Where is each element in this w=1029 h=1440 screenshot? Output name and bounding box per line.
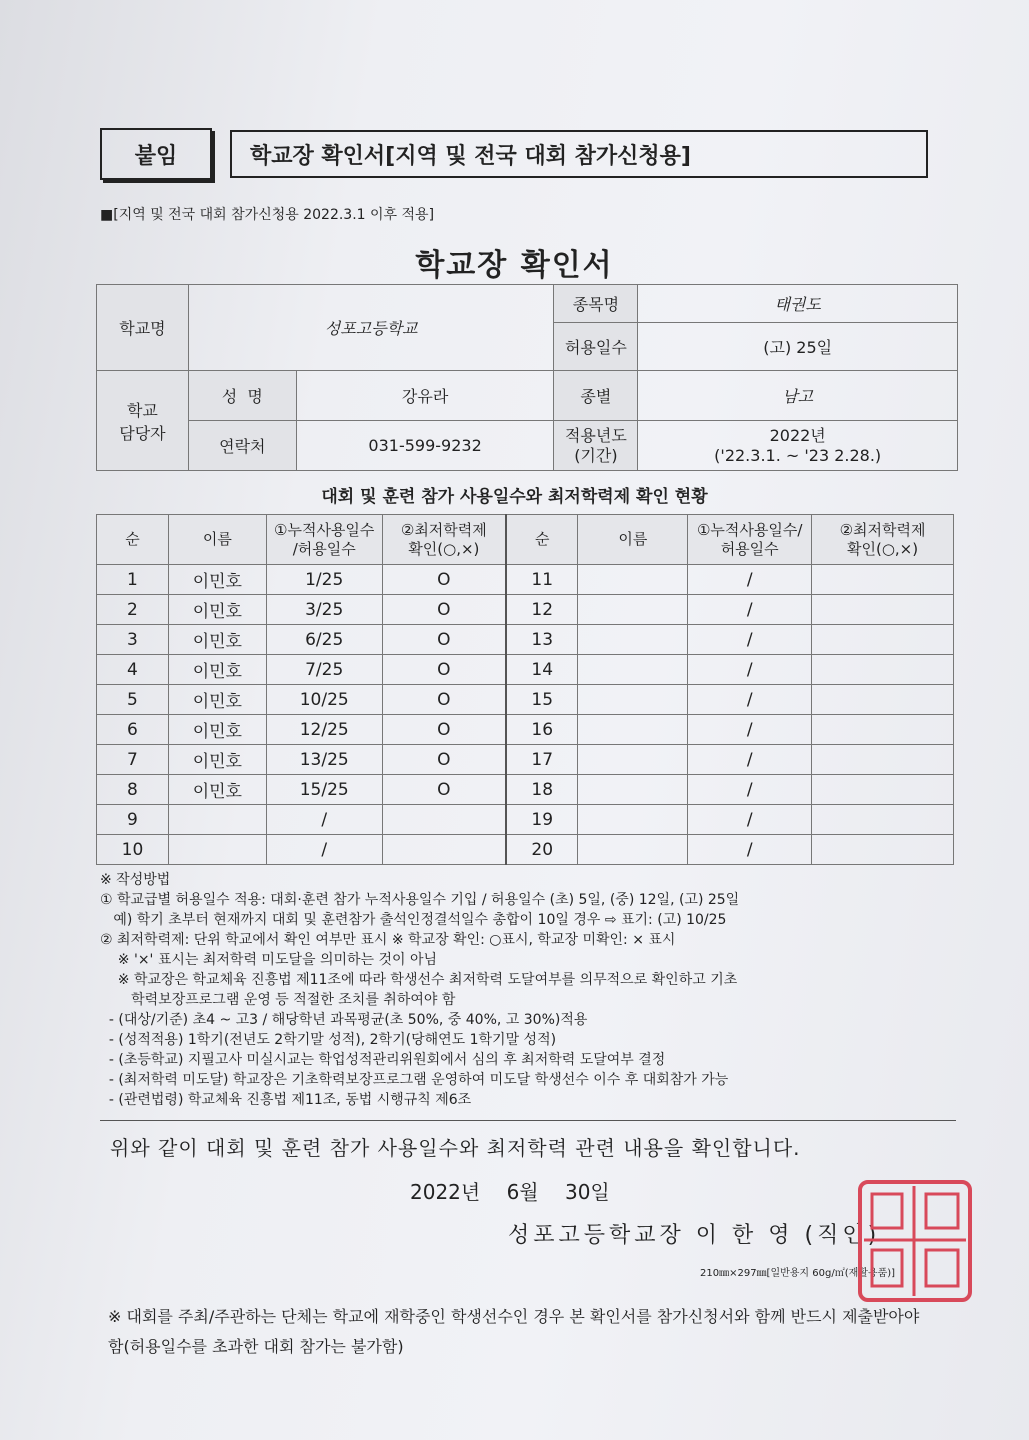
name-cell-right <box>578 715 688 745</box>
info-table <box>96 284 958 471</box>
table-row <box>97 745 954 775</box>
table-row <box>97 625 954 655</box>
name-cell: 이민호 <box>168 655 266 685</box>
order-cell-right: 18 <box>506 775 578 805</box>
usage-cell: 7/25 <box>266 655 382 685</box>
method-line: ※ '×' 표시는 최저학력 미도달을 의미하는 것이 아님 <box>100 952 438 968</box>
table-row <box>97 655 954 685</box>
name-cell-right <box>578 745 688 775</box>
box-title: 학교장 확인서[지역 및 전국 대회 참가신청용] <box>230 130 928 178</box>
name-cell: 이민호 <box>168 745 266 775</box>
name-cell: 이민호 <box>168 565 266 595</box>
usage-cell-right: / <box>688 715 812 745</box>
allowed-days-value: (고) 25일 <box>638 323 958 371</box>
name-cell <box>168 835 266 865</box>
gender-label: 종별 <box>554 371 638 421</box>
check-cell: O <box>382 565 506 595</box>
name-value: 강유라 <box>296 371 554 421</box>
name-cell: 이민호 <box>168 775 266 805</box>
table-row <box>97 565 954 595</box>
col-check-right: ②최저학력제 확인(○,×) <box>812 515 954 565</box>
name-cell: 이민호 <box>168 685 266 715</box>
order-cell-right: 17 <box>506 745 578 775</box>
check-cell: O <box>382 715 506 745</box>
check-cell-right <box>812 655 954 685</box>
check-cell: O <box>382 745 506 775</box>
usage-cell-right: / <box>688 775 812 805</box>
method-line: - (관련법령) 학교체육 진흥법 제11조, 동법 시행규칙 제6조 <box>100 1092 472 1108</box>
check-cell: O <box>382 775 506 805</box>
check-cell-right <box>812 835 954 865</box>
check-cell <box>382 805 506 835</box>
table-row <box>97 685 954 715</box>
attachment-label: 붙임 <box>100 128 212 180</box>
school-value: 성포고등학교 <box>188 285 554 371</box>
school-label: 학교명 <box>97 285 189 371</box>
order-cell-right: 13 <box>506 625 578 655</box>
method-line: - (대상/기준) 초4 ~ 고3 / 해당학년 과목평균(초 50%, 중 40%, 고 30%)적용 <box>100 1012 588 1028</box>
status-rows <box>97 565 954 865</box>
method-line: ② 최저학력제: 단위 학교에서 확인 여부만 표시 ※ 학교장 확인: ○표시, 학교장 미확인: × 표시 <box>100 932 676 948</box>
name-cell: 이민호 <box>168 715 266 745</box>
check-cell-right <box>812 805 954 835</box>
name-cell-right <box>578 685 688 715</box>
usage-cell-right: / <box>688 595 812 625</box>
method-line: - (최저학력 미도달) 학교장은 기초학력보장프로그램 운영하여 미도달 학생선수 이수 후 대회참가 가능 <box>100 1072 729 1088</box>
col-order: 순 <box>97 515 169 565</box>
status-title: 대회 및 훈련 참가 사용일수와 최저학력제 확인 현황 <box>321 487 708 507</box>
order-cell-right: 11 <box>506 565 578 595</box>
issue-date: 2022년 6월 30일 <box>410 1180 610 1204</box>
name-cell <box>168 805 266 835</box>
name-cell-right <box>578 565 688 595</box>
principal-signature: 성포고등학교장 이 한 영 (직인) <box>508 1223 881 1248</box>
usage-cell: 12/25 <box>266 715 382 745</box>
order-cell: 8 <box>97 775 169 805</box>
usage-cell-right: / <box>688 805 812 835</box>
check-cell <box>382 835 506 865</box>
method-line: ① 학교급별 허용일수 적용: 대회·훈련 참가 누적사용일수 기입 / 허용일수 (초) 5일, (중) 12일, (고) 25일 <box>100 892 740 908</box>
name-cell-right <box>578 625 688 655</box>
col-name: 이름 <box>168 515 266 565</box>
page-title: 학교장 확인서 <box>415 248 614 283</box>
col-check: ②최저학력제 확인(○,×) <box>382 515 506 565</box>
apply-note: ■[지역 및 전국 대회 참가신청용 2022.3.1 이후 적용] <box>100 207 435 223</box>
order-cell: 2 <box>97 595 169 625</box>
contact-label: 연락처 <box>188 421 296 471</box>
name-cell-right <box>578 595 688 625</box>
usage-cell: 1/25 <box>266 565 382 595</box>
col-usage-right: ①누적사용일수/ 허용일수 <box>688 515 812 565</box>
usage-cell-right: / <box>688 625 812 655</box>
order-cell: 9 <box>97 805 169 835</box>
year-value: 2022년 ('22.3.1. ~ '23 2.28.) <box>638 421 958 471</box>
usage-cell-right: / <box>688 685 812 715</box>
check-cell-right <box>812 715 954 745</box>
order-cell: 7 <box>97 745 169 775</box>
check-cell-right <box>812 625 954 655</box>
name-cell-right <box>578 775 688 805</box>
order-cell: 6 <box>97 715 169 745</box>
check-cell: O <box>382 625 506 655</box>
gender-value: 남고 <box>638 371 958 421</box>
sport-value: 태권도 <box>638 285 958 323</box>
method-line: - (초등학교) 지필고사 미실시교는 학업성적관리위원회에서 심의 후 최저학력 도달여부 결정 <box>100 1052 666 1068</box>
usage-cell-right: / <box>688 655 812 685</box>
check-cell-right <box>812 595 954 625</box>
usage-cell: 3/25 <box>266 595 382 625</box>
col-usage: ①누적사용일수 /허용일수 <box>266 515 382 565</box>
year-label: 적용년도 (기간) <box>554 421 638 471</box>
col-order-right: 순 <box>506 515 578 565</box>
table-row <box>97 835 954 865</box>
method-line: ※ 학교장은 학교체육 진흥법 제11조에 따라 학생선수 최저학력 도달여부를 의무적으로 확인하고 기초 <box>100 972 738 988</box>
usage-cell-right: / <box>688 745 812 775</box>
name-cell-right <box>578 805 688 835</box>
usage-cell: 13/25 <box>266 745 382 775</box>
order-cell-right: 15 <box>506 685 578 715</box>
check-cell-right <box>812 565 954 595</box>
order-cell: 1 <box>97 565 169 595</box>
check-cell-right <box>812 685 954 715</box>
table-row <box>97 595 954 625</box>
table-row <box>97 805 954 835</box>
check-cell: O <box>382 655 506 685</box>
writing-method <box>100 870 960 1110</box>
col-name-right: 이름 <box>578 515 688 565</box>
sport-label: 종목명 <box>554 285 638 323</box>
official-seal-icon <box>856 1178 974 1304</box>
usage-cell: / <box>266 805 382 835</box>
usage-cell: 15/25 <box>266 775 382 805</box>
order-cell-right: 12 <box>506 595 578 625</box>
order-cell-right: 19 <box>506 805 578 835</box>
table-row <box>97 715 954 745</box>
paper-spec: 210㎜×297㎜[일반용지 60g/㎡(재활용품)] <box>700 1268 896 1279</box>
usage-cell-right: / <box>688 835 812 865</box>
check-cell-right <box>812 745 954 775</box>
table-row <box>97 775 954 805</box>
check-cell: O <box>382 685 506 715</box>
name-label: 성 명 <box>188 371 296 421</box>
check-cell-right <box>812 775 954 805</box>
allowed-days-label: 허용일수 <box>554 323 638 371</box>
method-line: 학력보장프로그램 운영 등 적절한 조치를 취하여야 함 <box>100 992 456 1008</box>
order-cell: 4 <box>97 655 169 685</box>
order-cell-right: 14 <box>506 655 578 685</box>
name-cell: 이민호 <box>168 625 266 655</box>
name-cell: 이민호 <box>168 595 266 625</box>
method-line: 예) 학기 초부터 현재까지 대회 및 훈련참가 출석인정결석일수 총합이 10일 경우 ⇨ 표기: (고) 10/25 <box>100 912 727 928</box>
name-cell-right <box>578 655 688 685</box>
order-cell: 3 <box>97 625 169 655</box>
usage-cell-right: / <box>688 565 812 595</box>
manager-label: 학교 담당자 <box>97 371 189 471</box>
check-cell: O <box>382 595 506 625</box>
method-line: ※ 작성방법 <box>100 872 171 888</box>
confirm-text: 위와 같이 대회 및 훈련 참가 사용일수와 최저학력 관련 내용을 확인합니다. <box>110 1136 801 1160</box>
footnote: ※ 대회를 주최/주관하는 단체는 학교에 재학중인 학생선수인 경우 본 확인서를 참가신청서와 함께 반드시 제출받아야 함(허용일수를 초과한 대회 참가는 불가함) <box>108 1307 920 1356</box>
status-table <box>96 514 954 865</box>
usage-cell: 6/25 <box>266 625 382 655</box>
contact-value: 031-599-9232 <box>296 421 554 471</box>
divider <box>100 1120 956 1121</box>
usage-cell: / <box>266 835 382 865</box>
order-cell-right: 20 <box>506 835 578 865</box>
order-cell: 10 <box>97 835 169 865</box>
method-line: - (성적적용) 1학기(전년도 2학기말 성적), 2학기(당해연도 1학기말 성적) <box>100 1032 557 1048</box>
order-cell-right: 16 <box>506 715 578 745</box>
order-cell: 5 <box>97 685 169 715</box>
name-cell-right <box>578 835 688 865</box>
usage-cell: 10/25 <box>266 685 382 715</box>
